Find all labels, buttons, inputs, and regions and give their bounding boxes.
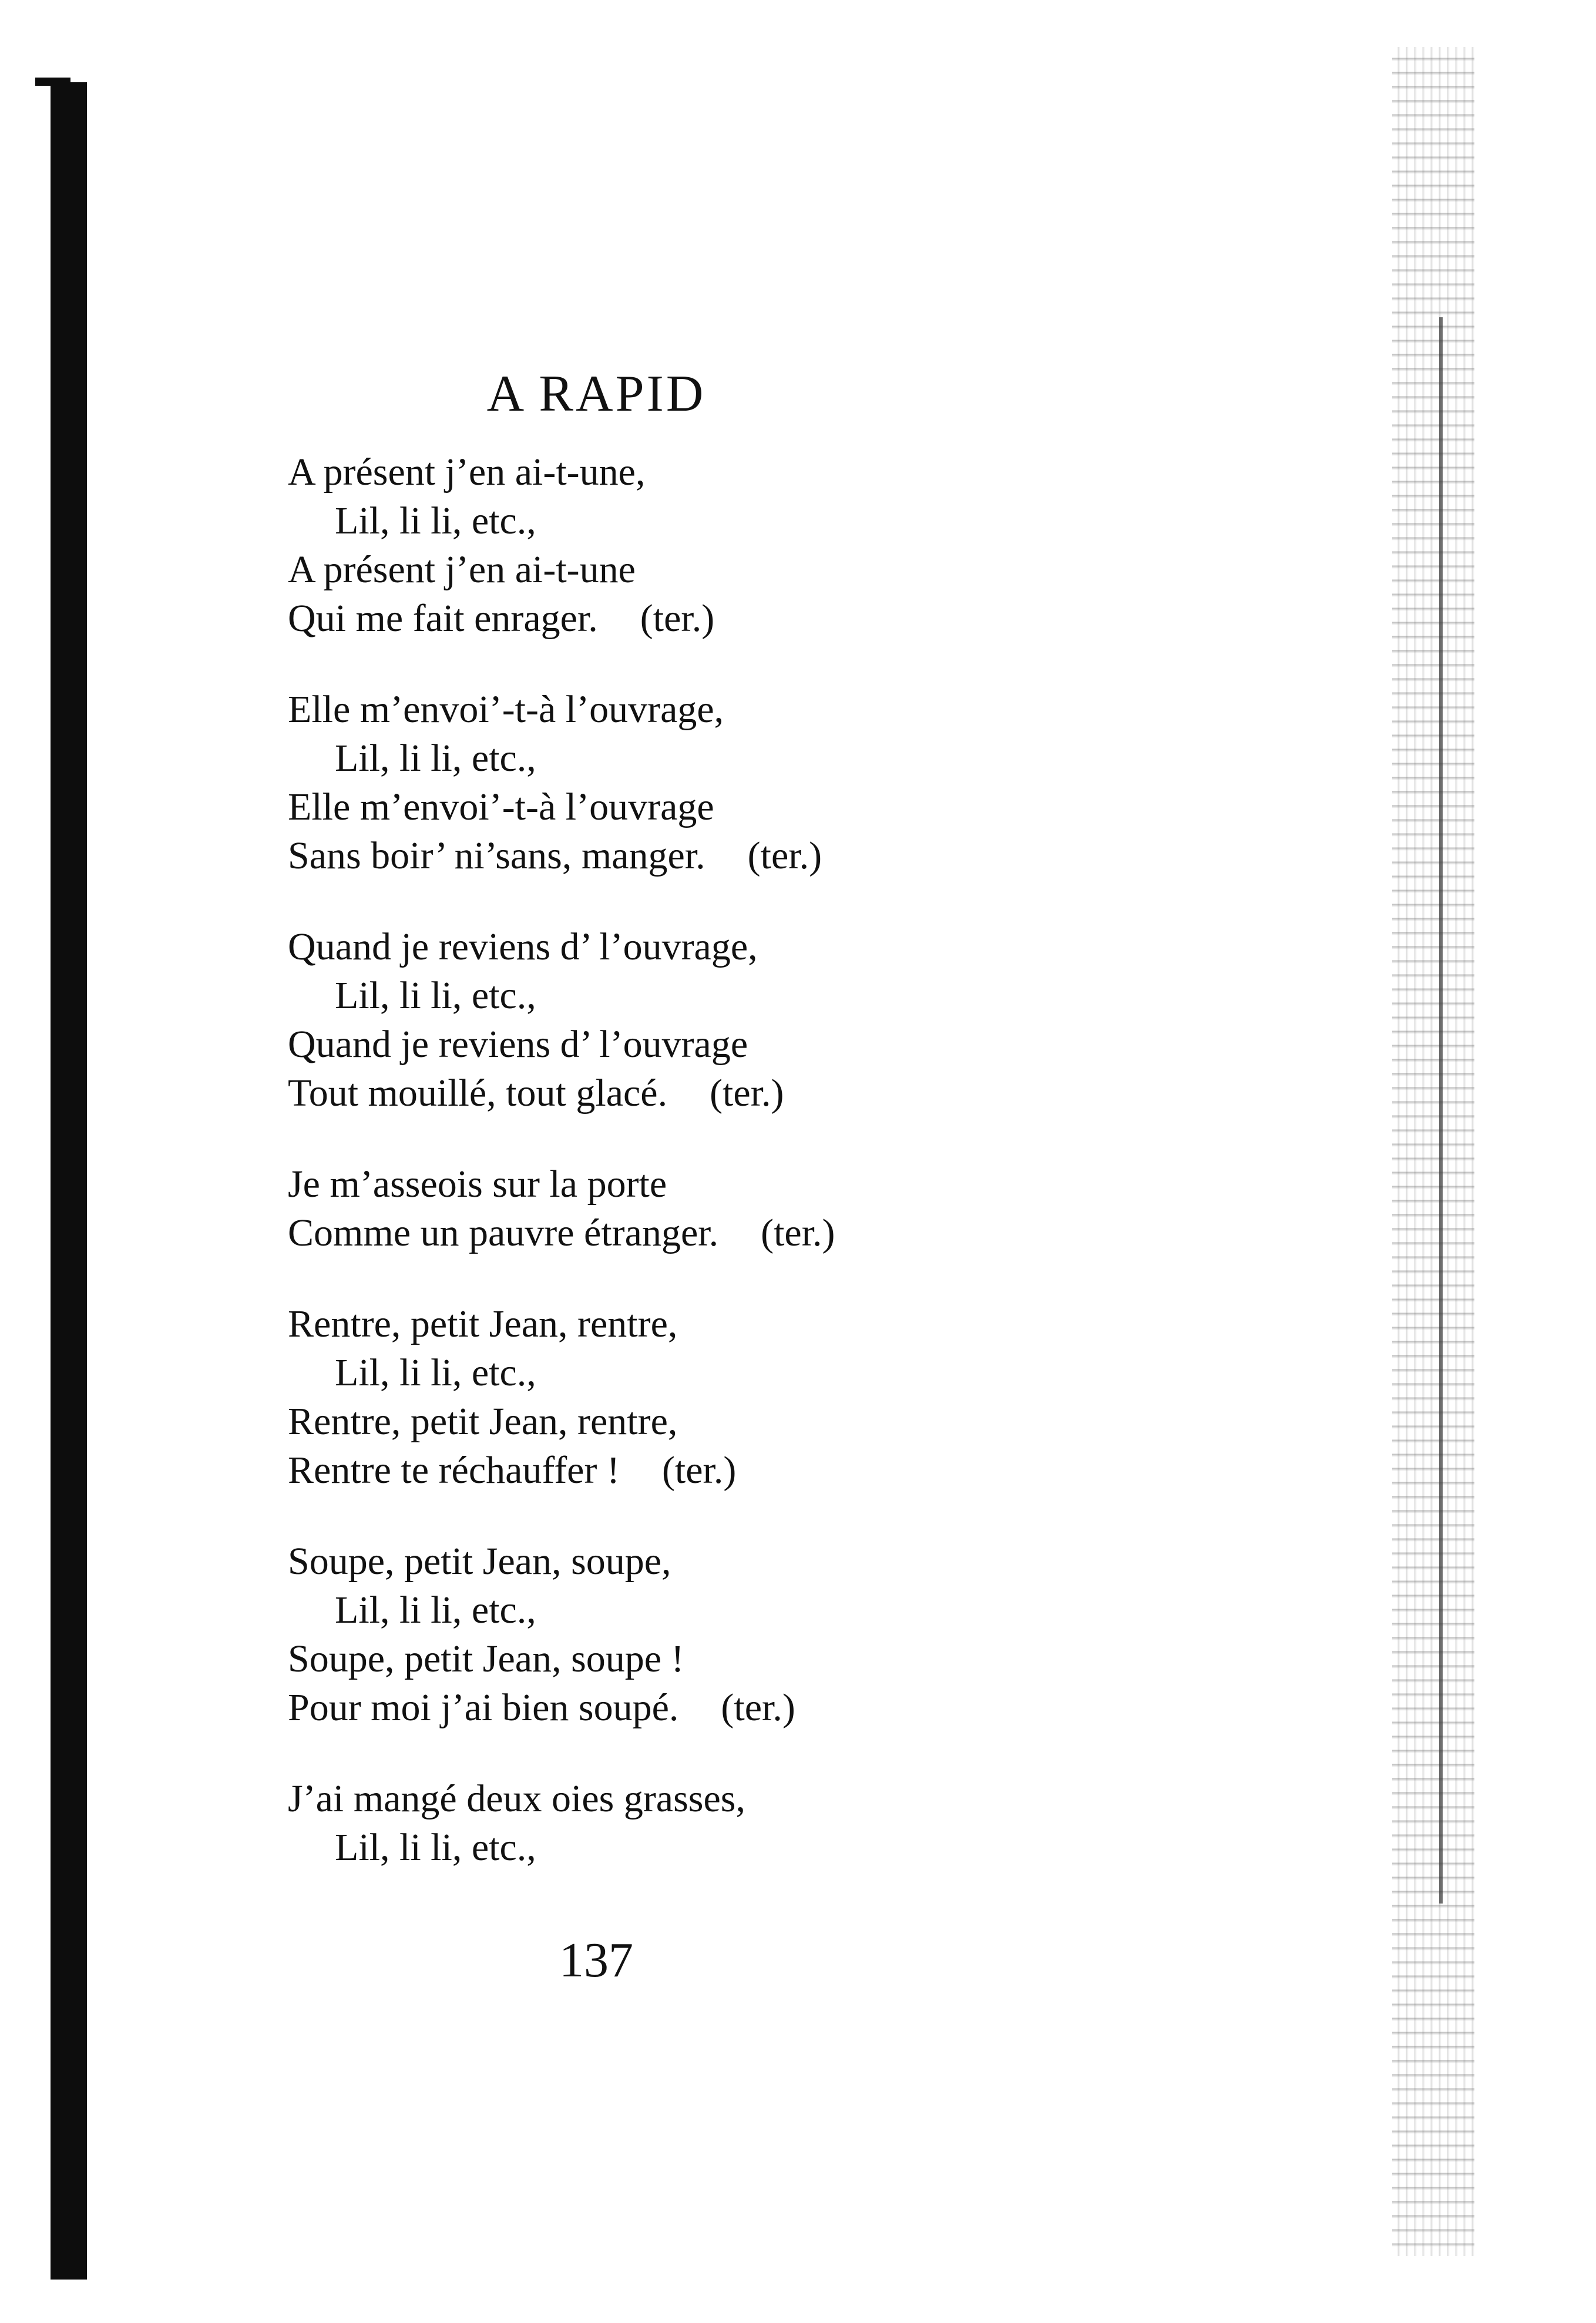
verse-text: Lil, li li, etc.,	[335, 737, 536, 780]
verse-line	[288, 1020, 1228, 1069]
verse-text: Lil, li li, etc.,	[335, 1589, 536, 1632]
verse-text: Soupe, petit Jean, soupe,	[288, 1540, 671, 1583]
verse-line	[288, 1300, 1228, 1348]
verse-line	[288, 1069, 1228, 1117]
verse-line	[288, 1209, 1228, 1257]
verse-text: A présent j’en ai-t-une,	[288, 451, 646, 494]
poem-body	[288, 448, 1228, 1914]
verse-text: Rentre, petit Jean, rentre,	[288, 1303, 678, 1345]
verse-text: Tout mouillé, tout glacé.	[288, 1072, 668, 1114]
refrain-line	[288, 496, 1228, 545]
verse-text: Rentre te réchauffer !	[288, 1449, 620, 1492]
verse-line	[288, 1160, 1228, 1209]
verse-line	[288, 1634, 1228, 1683]
verse-text: Qui me fait enrager.	[288, 597, 598, 640]
refrain-line	[288, 1823, 1228, 1872]
verse-text: Rentre, petit Jean, rentre,	[288, 1400, 678, 1443]
verse-line	[288, 1446, 1228, 1495]
refrain-line	[288, 1586, 1228, 1634]
verse-line	[288, 831, 1228, 880]
verse-line	[288, 1537, 1228, 1586]
verse-text: Sans boir’ ni’sans, manger.	[288, 834, 705, 877]
verse-text: Elle m’envoi’-t-à l’ouvrage	[288, 785, 714, 828]
verse-line	[288, 1397, 1228, 1446]
verse-line	[288, 545, 1228, 594]
verse-line	[288, 448, 1228, 496]
verse-line	[288, 594, 1228, 643]
repeat-marker: (ter.)	[761, 1211, 835, 1254]
refrain-line	[288, 734, 1228, 783]
page-edge-line-right	[1439, 317, 1443, 1904]
verse-line	[288, 783, 1228, 831]
verse-text: Soupe, petit Jean, soupe !	[288, 1637, 684, 1680]
verse-text: Lil, li li, etc.,	[335, 974, 536, 1017]
page-title: A RAPID	[486, 365, 706, 422]
verse-line	[288, 1774, 1228, 1823]
verse-line	[288, 685, 1228, 734]
verse-text: A présent j’en ai-t-une	[288, 548, 636, 591]
stanza	[288, 1160, 1228, 1257]
stanza	[288, 685, 1228, 880]
verse-line	[288, 1683, 1228, 1732]
repeat-marker: (ter.)	[721, 1686, 795, 1729]
stanza	[288, 1774, 1228, 1872]
verse-line	[288, 922, 1228, 971]
verse-text: Quand je reviens d’ l’ouvrage,	[288, 925, 758, 968]
verse-text: Pour moi j’ai bien soupé.	[288, 1686, 679, 1729]
verse-text: Lil, li li, etc.,	[335, 499, 536, 542]
repeat-marker: (ter.)	[710, 1072, 784, 1114]
verse-text: J’ai mangé deux oies grasses,	[288, 1777, 745, 1820]
refrain-line	[288, 971, 1228, 1020]
stanza	[288, 1537, 1228, 1732]
verse-text: Lil, li li, etc.,	[335, 1351, 536, 1394]
repeat-marker: (ter.)	[747, 834, 822, 877]
stanza	[288, 448, 1228, 643]
stanza	[288, 1300, 1228, 1495]
verse-text: Comme un pauvre étranger.	[288, 1211, 719, 1254]
page-edge-noise-right	[1392, 47, 1474, 2256]
verse-text: Je m’asseois sur la porte	[288, 1163, 667, 1206]
stanza	[288, 922, 1228, 1117]
repeat-marker: (ter.)	[640, 597, 715, 640]
repeat-marker: (ter.)	[661, 1449, 737, 1492]
verse-text: Quand je reviens d’ l’ouvrage	[288, 1023, 748, 1066]
page-number: 137	[559, 1933, 633, 1988]
verse-text: Elle m’envoi’-t-à l’ouvrage,	[288, 688, 724, 731]
verse-text: Lil, li li, etc.,	[335, 1826, 536, 1869]
refrain-line	[288, 1348, 1228, 1397]
